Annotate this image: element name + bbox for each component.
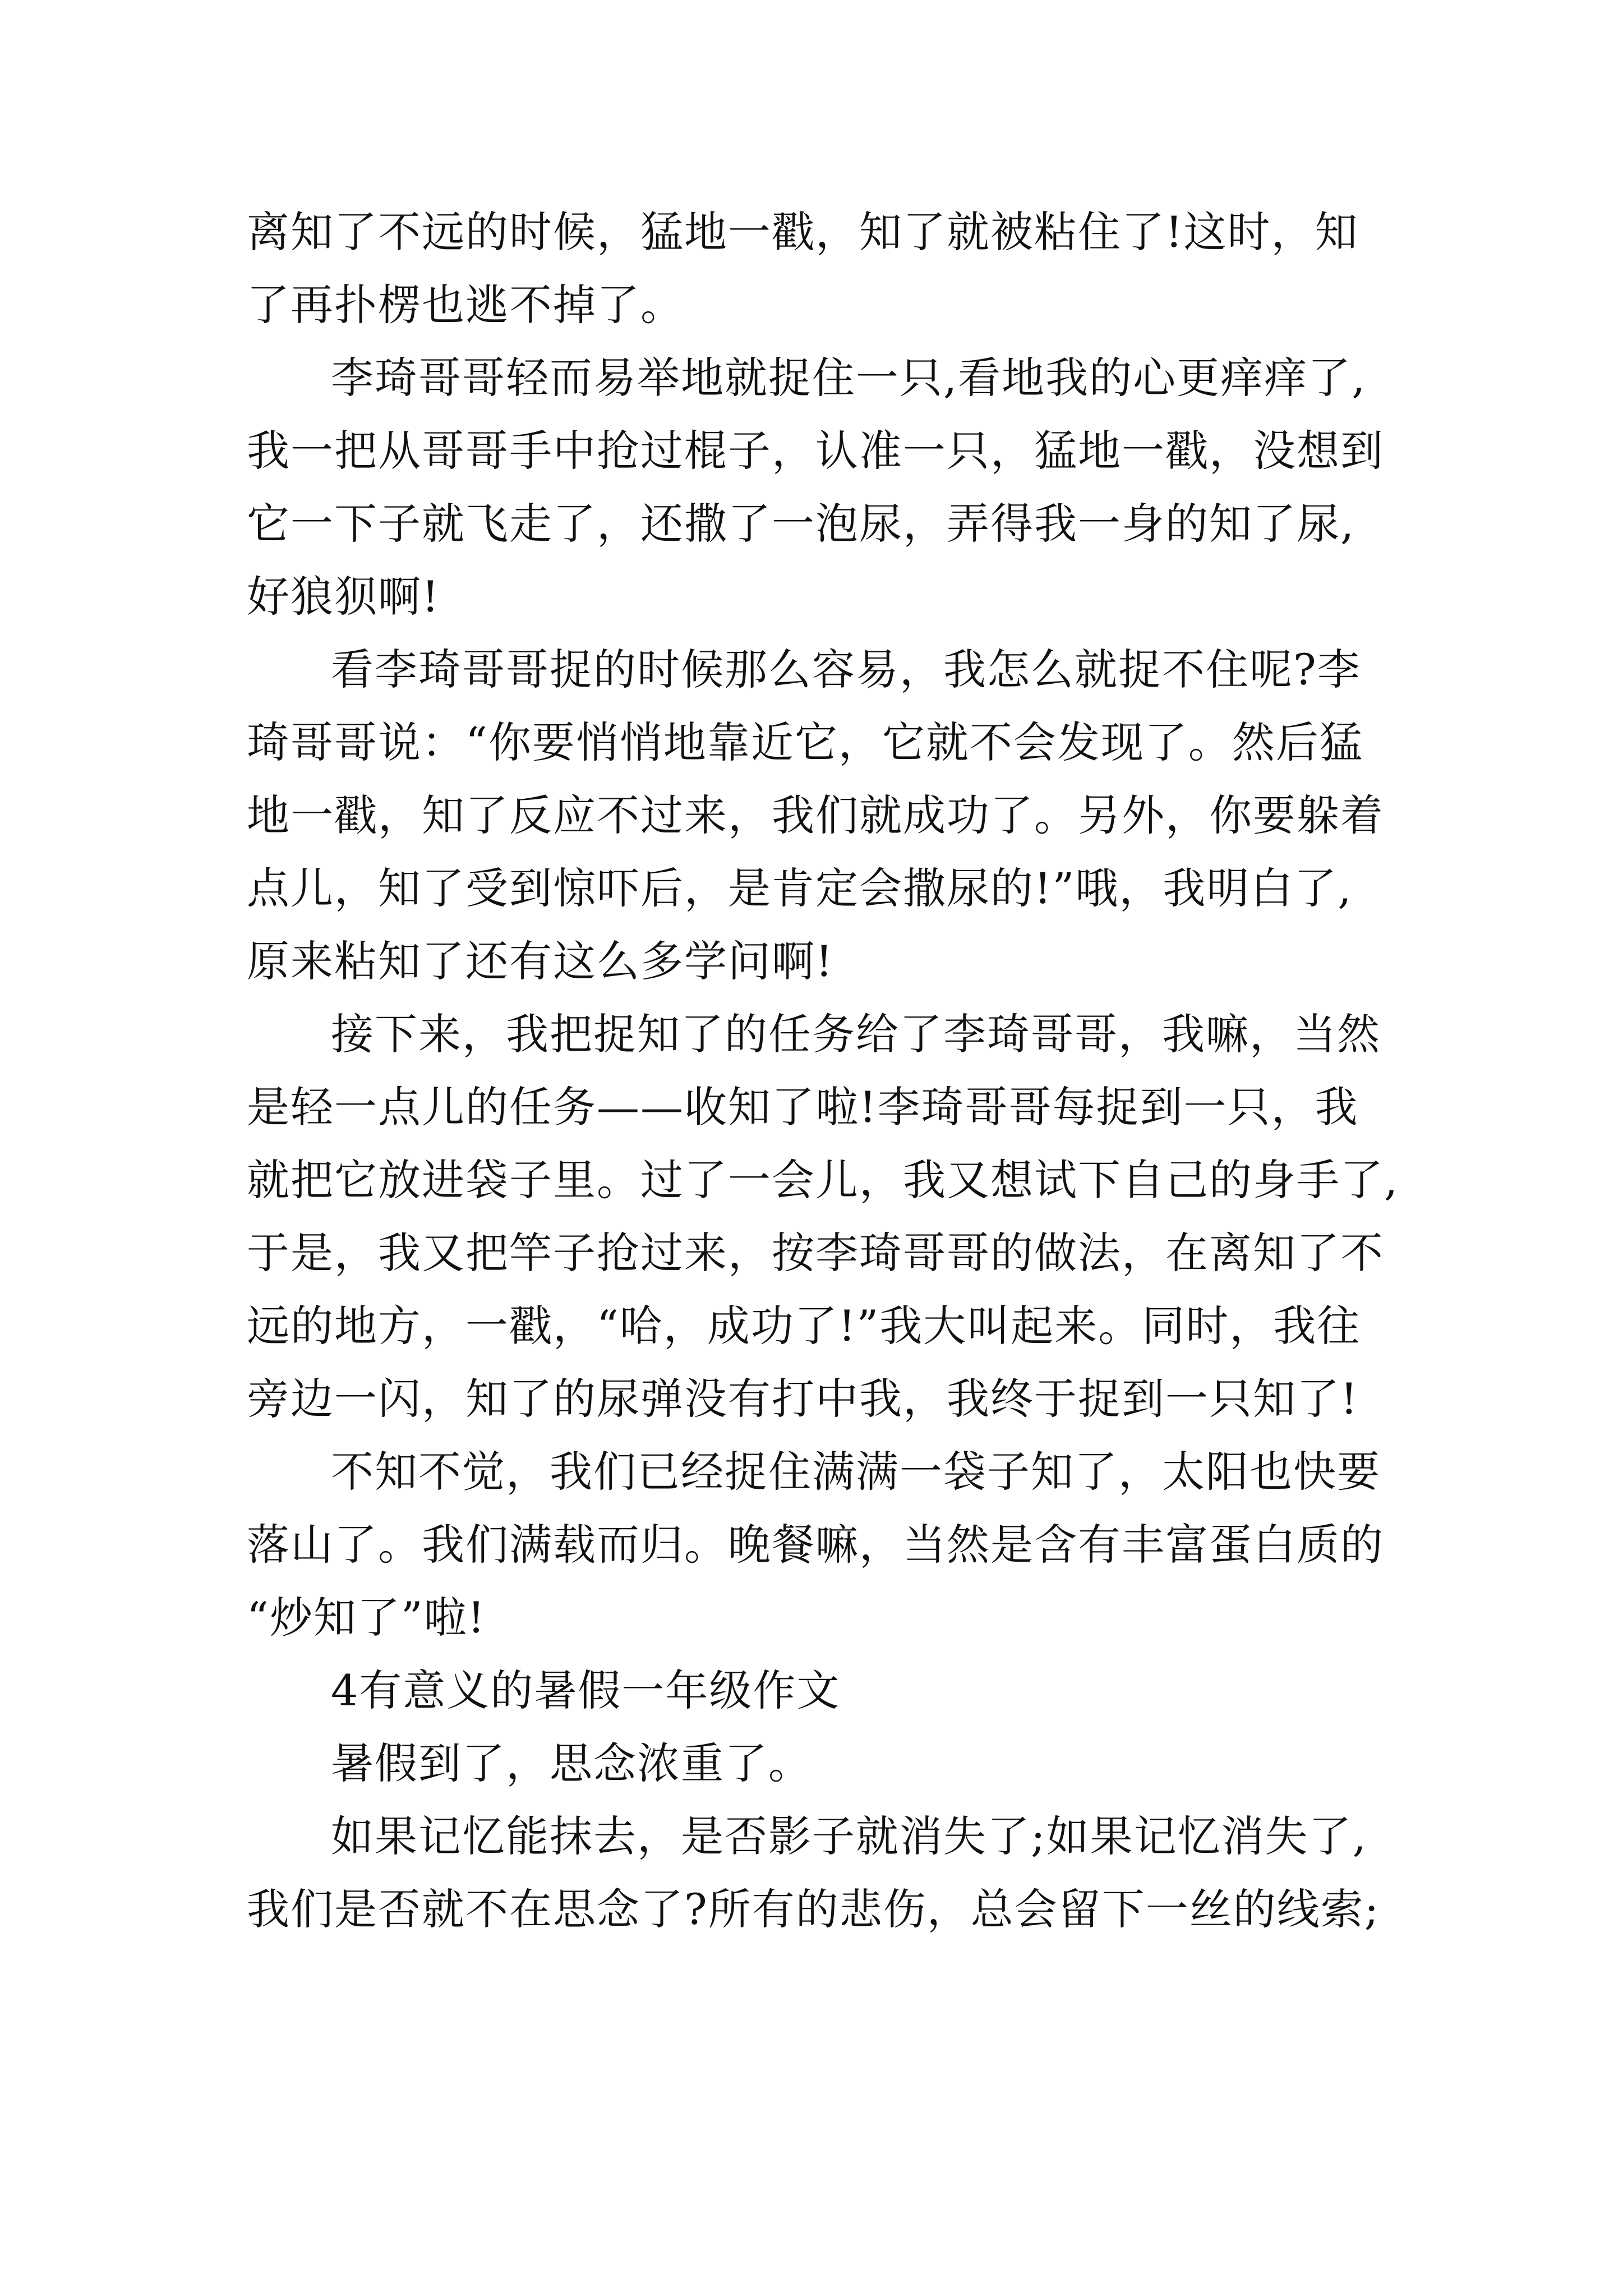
text-line: 琦哥哥说：“你要悄悄地靠近它，它就不会发现了。然后猛 [247, 717, 1363, 767]
text-line: 点儿，知了受到惊吓后，是肯定会撒尿的!”哦，我明白了, [247, 863, 1353, 913]
text-line: 就把它放进袋子里。过了一会儿，我又想试下自己的身手了, [247, 1155, 1399, 1205]
text-line: 好狼狈啊! [247, 572, 440, 622]
paragraph-start-line: 接下来，我把捉知了的任务给了李琦哥哥，我嘛，当然 [331, 1009, 1381, 1059]
paragraph-start-line: 李琦哥哥轻而易举地就捉住一只,看地我的心更痒痒了, [331, 353, 1367, 403]
text-line: 它一下子就飞走了，还撒了一泡尿，弄得我一身的知了尿, [247, 499, 1355, 549]
paragraph-start-line: 看李琦哥哥捉的时候那么容易，我怎么就捉不住呢?李 [331, 645, 1361, 694]
paragraph-start-line: 暑假到了，思念浓重了。 [331, 1738, 812, 1788]
text-line: 旁边一闪，知了的尿弹没有打中我，我终于捉到一只知了! [247, 1374, 1359, 1424]
text-line: 于是，我又把竿子抢过来，按李琦哥哥的做法，在离知了不 [247, 1228, 1384, 1278]
text-line: 原来粘知了还有这么多学问啊! [247, 936, 834, 986]
text-line: “炒知了”啦! [247, 1593, 486, 1642]
text-line: 远的地方，一戳，“哈，成功了!”我大叫起来。同时，我往 [247, 1301, 1361, 1351]
text-line: 地一戳，知了反应不过来，我们就成功了。另外，你要躲着 [247, 790, 1384, 840]
text-line: 了再扑楞也逃不掉了。 [247, 280, 684, 330]
section-heading: 4有意义的暑假一年级作文 [331, 1665, 841, 1715]
paragraph-start-line: 如果记忆能抹去，是否影子就消失了;如果记忆消失了, [331, 1811, 1367, 1861]
text-line: 落山了。我们满载而归。晚餐嘛，当然是含有丰富蛋白质的 [247, 1520, 1384, 1570]
text-line: 是轻一点儿的任务——收知了啦!李琦哥哥每捉到一只，我 [247, 1082, 1359, 1132]
paragraph-start-line: 不知不觉，我们已经捉住满满一袋子知了，太阳也快要 [331, 1447, 1381, 1497]
text-line: 我一把从哥哥手中抢过棍子，认准一只，猛地一戳，没想到 [247, 426, 1384, 476]
text-line: 离知了不远的时候，猛地一戳，知了就被粘住了!这时，知 [247, 207, 1359, 257]
text-line: 我们是否就不在思念了?所有的悲伤，总会留下一丝的线索; [247, 1884, 1380, 1934]
